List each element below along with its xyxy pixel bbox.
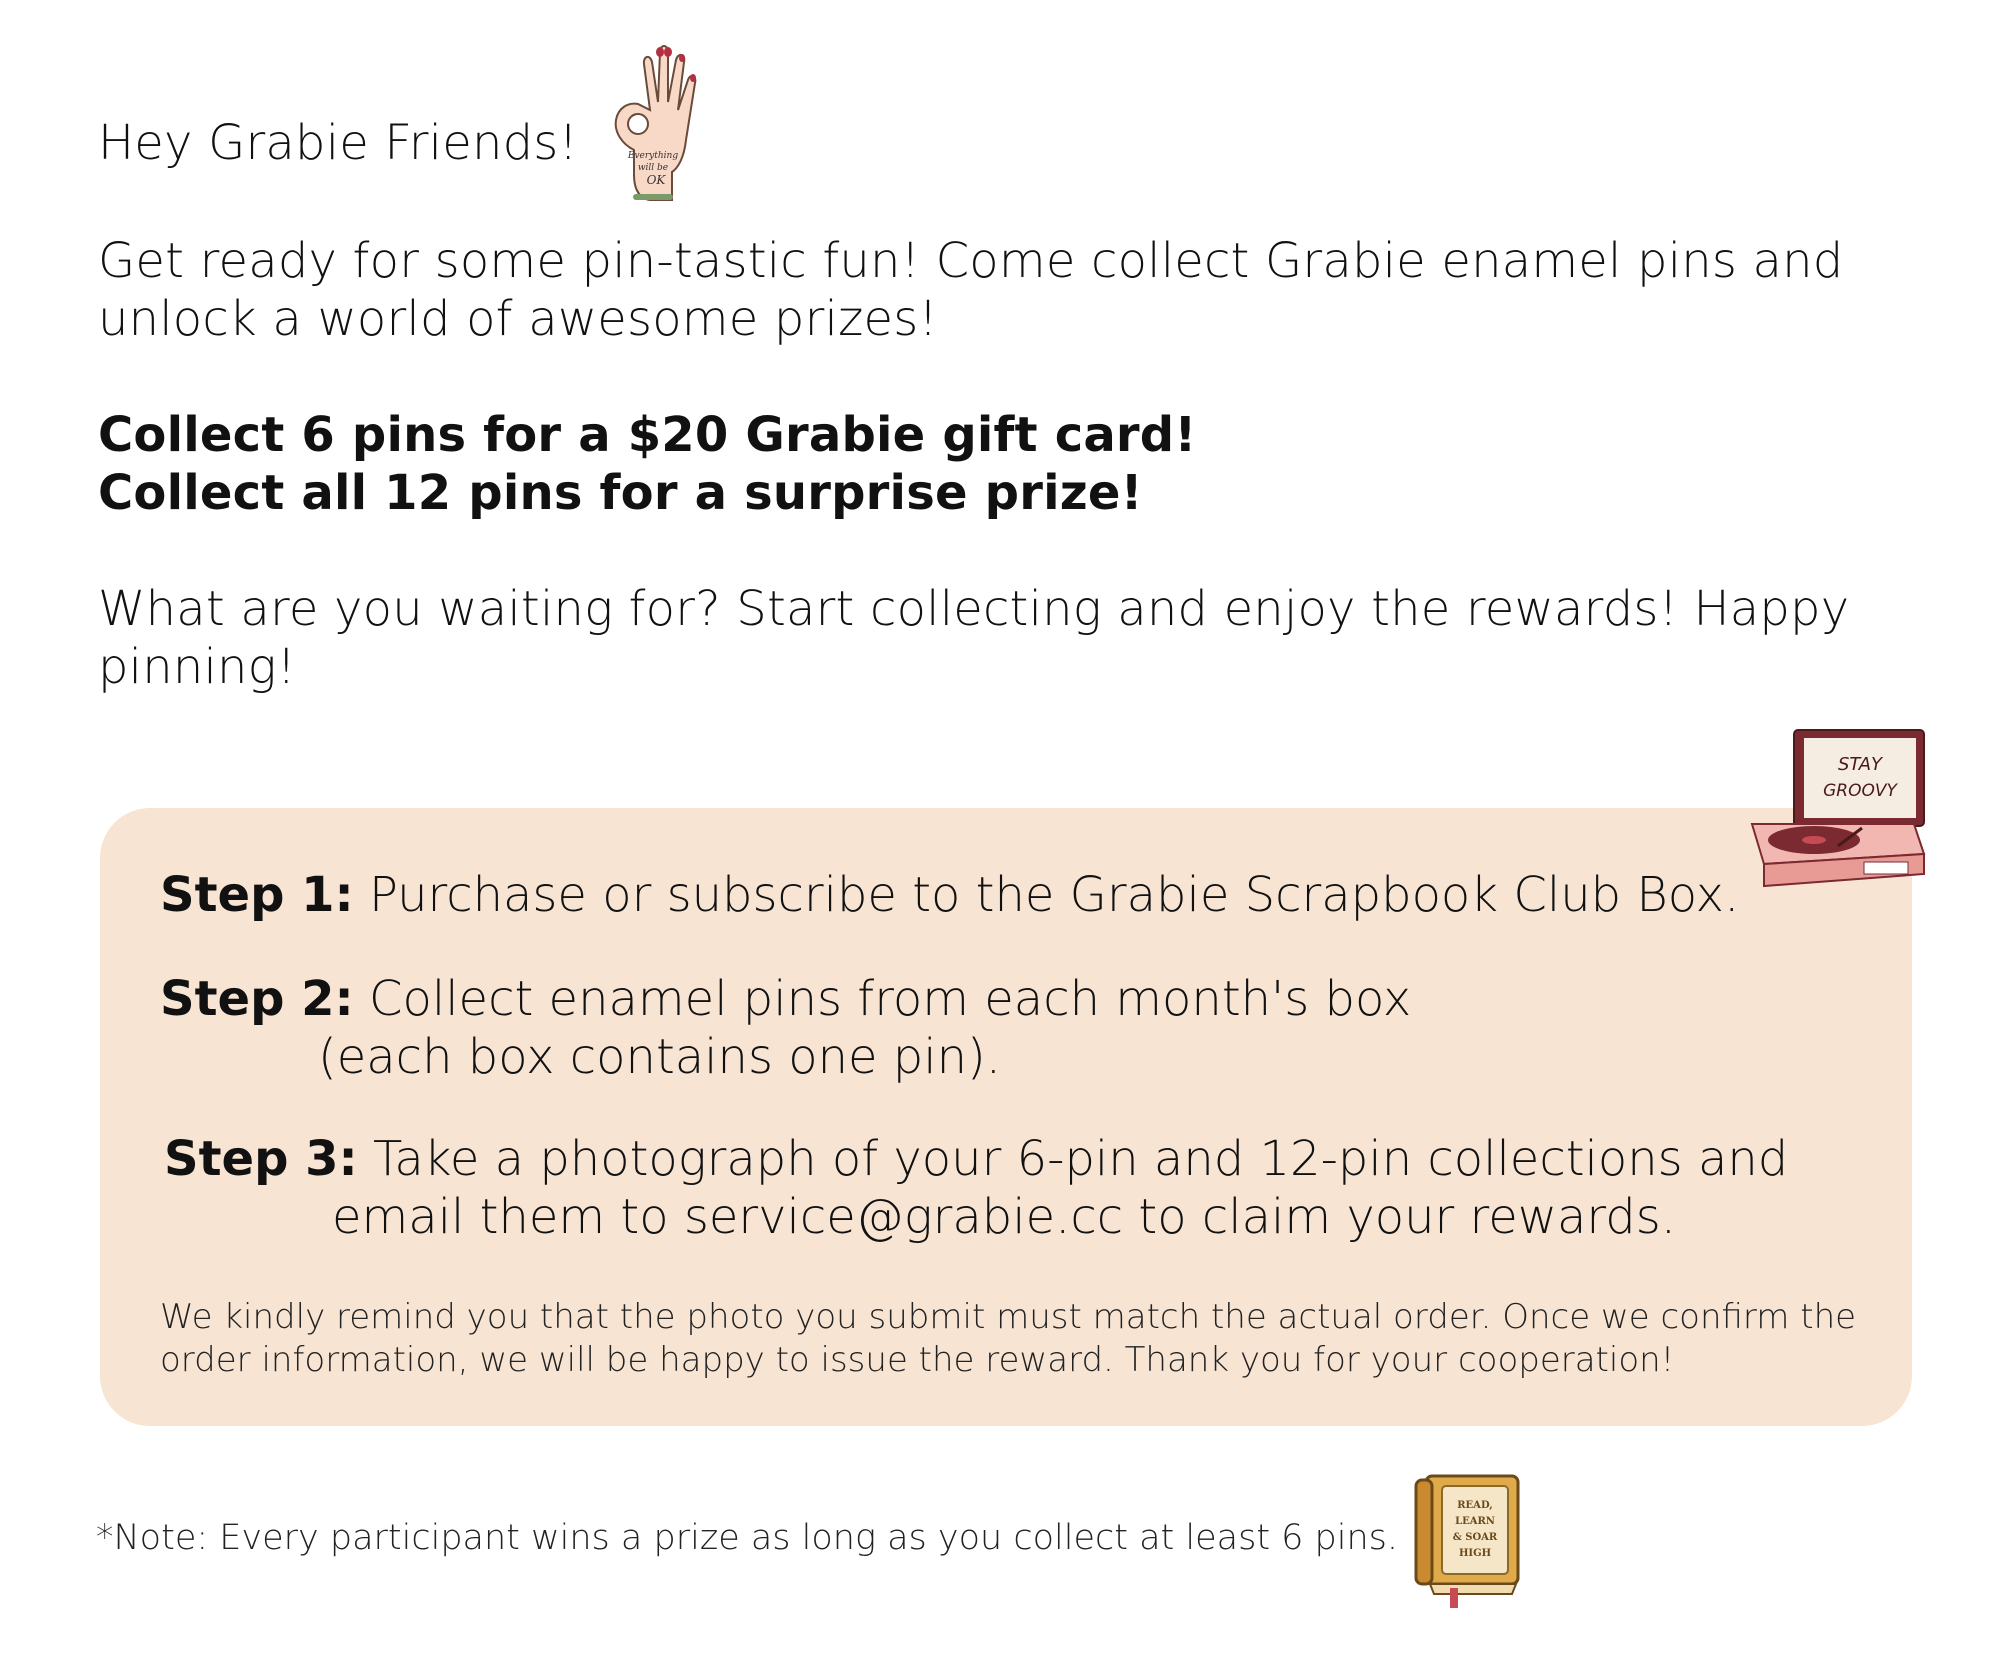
book-icon [1412, 1470, 1524, 1610]
reward-12-pins: Collect all 12 pins for a surprise prize! [98, 465, 1143, 521]
step-1-label: Step 1: [160, 867, 354, 923]
reward-6-pins: Collect 6 pins for a $20 Grabie gift card! [98, 407, 1197, 463]
svg-text:LEARN: LEARN [1455, 1516, 1495, 1527]
step-3-label: Step 3: [164, 1131, 358, 1187]
greeting: Hey Grabie Friends! [98, 115, 578, 171]
record-player-icon [1744, 724, 1932, 894]
closing-paragraph: What are you waiting for? Start collecting and enjoy the rewards! Happy pinning! [98, 581, 1850, 695]
step-1-text: Purchase or subscribe to the Grabie Scrapbook Club Box. [353, 867, 1740, 923]
svg-text:& SOAR: & SOAR [1452, 1532, 1498, 1543]
reminder-text: We kindly remind you that the photo you submit must match the actual order. Once we confirm the order information, we will be happy to issue the reward. Thank you for your cooperation! [160, 1297, 1857, 1380]
svg-text:STAY: STAY [1837, 754, 1883, 775]
svg-text:Everything: Everything [627, 151, 679, 161]
svg-text:will be: will be [637, 163, 669, 173]
step-3 [164, 1130, 1788, 1188]
step-2-label: Step 2: [160, 971, 354, 1027]
svg-text:GROOVY: GROOVY [1823, 781, 1897, 801]
step-1 [160, 866, 1739, 924]
ok-hand-icon [600, 40, 700, 210]
intro-paragraph: Get ready for some pin-tastic fun! Come collect Grabie enamel pins and unlock a world of awesome prizes! [98, 233, 1844, 347]
step-3-continued: email them to service@grabie.cc to claim your rewards. [332, 1189, 1677, 1245]
step-3-text: Take a photograph of your 6-pin and 12-pin collections and [357, 1131, 1789, 1187]
svg-text:HIGH: HIGH [1458, 1548, 1492, 1559]
svg-text:READ,: READ, [1457, 1500, 1493, 1511]
footnote: *Note: Every participant wins a prize as long as you collect at least 6 pins. [96, 1518, 1399, 1558]
step-2-continued: (each box contains one pin). [318, 1029, 1001, 1085]
step-2-text: Collect enamel pins from each month's box [353, 971, 1412, 1027]
step-2 [160, 970, 1411, 1028]
svg-text:OK: OK [646, 173, 666, 187]
